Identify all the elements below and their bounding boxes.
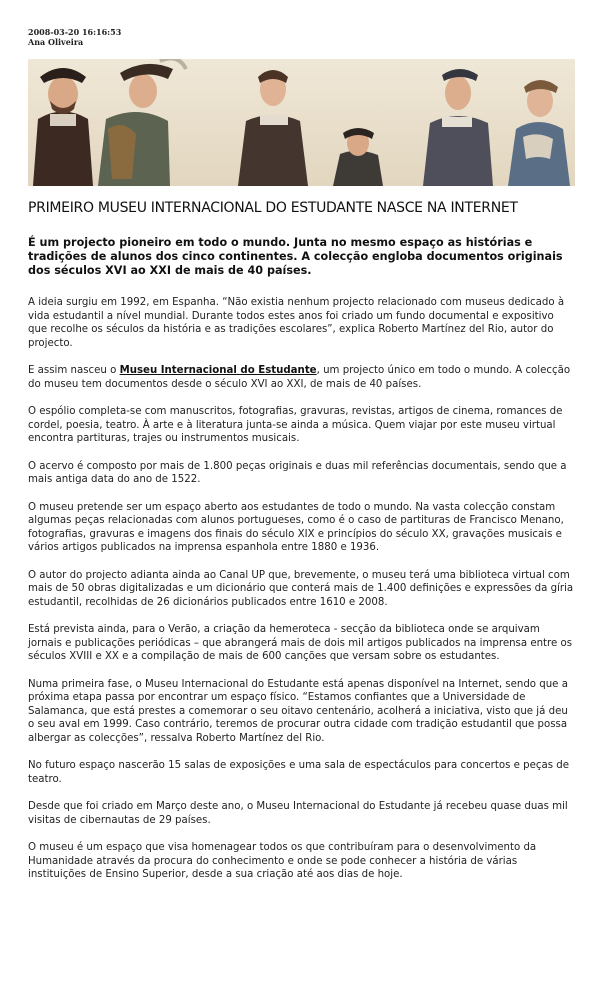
article-paragraph: Está prevista ainda, para o Verão, a criação da hemeroteca - secção da biblioteca onde se arquivam jornais e publicações periódicas – que abrangerá mais de dois mil artigos publicados na imprensa entre os séculos XVIII e XX e a compilação de mais de 600 canções que versam sobre os estudantes. xyxy=(28,624,573,662)
article-paragraph: O espólio completa-se com manuscritos, fotografias, gravuras, revistas, artigos de cinema, romances de cordel, poesia, teatro. À arte e à literatura junta-se ainda a música. Quem viajar por este museu virtual encontra partituras, trajes ou instrumentos musicais. xyxy=(28,406,563,444)
article-paragraph: No futuro espaço nascerão 15 salas de exposições e uma sala de espectáculos para concertos e peças de teatro. xyxy=(28,760,569,785)
article-paragraph: Numa primeira fase, o Museu Internacional do Estudante está apenas disponível na Internet, sendo que a próxima etapa passa por encontrar um espaço físico. “Estamos confiantes que a Universidade de Salamanca, que está prestes a comemorar o seu oitavo centenário, acolherá a iniciativa, visto que já deu o seu aval em 1999. Caso contrário, teremos de procurar outra cidade com tradição estudantil que possa albergar as colecções”, ressalva Roberto Martínez del Rio. xyxy=(28,678,568,744)
paragraph-text: E assim nasceu o xyxy=(28,365,120,376)
article-paragraph: Desde que foi criado em Março deste ano, o Museu Internacional do Estudante já recebeu quase duas mil visitas de cibernautas de 29 países. xyxy=(28,801,568,826)
article-paragraph: A ideia surgiu em 1992, em Espanha. “Não existia nenhum projecto relacionado com museus dedicado à vida estudantil a nível mundial. Durante todos estes anos foi criado um fundo documental e expositivo que recolhe os séculos da história e as tradições escolares”, explica Roberto Martínez del Rio, autor do projecto. xyxy=(28,297,565,349)
article-paragraph: O museu pretende ser um espaço aberto aos estudantes de todo o mundo. Na vasta colecção constam algumas peças relacionadas com alunos portugueses, como é o caso de partituras de Francisco Menano, fotografias, gravuras e imagens dos finais do século XIX e princípios do século XX, gravações musicais e vários artigos publicados na imprensa espanhola entre 1880 e 1936. xyxy=(28,501,564,553)
museum-link[interactable]: Museu Internacional do Estudante xyxy=(119,365,317,376)
article-paragraph: O museu é um espaço que visa homenagear todos os que contribuíram para o desenvolvimento da Humanidade através da procura do conhecimento e onde se pode conhecer a história de várias instituições de Ensino Superior, desde a sua criação até aos dias de hoje. xyxy=(28,842,537,880)
article-title: PRIMEIRO MUSEU INTERNACIONAL DO ESTUDANTE NASCE NA INTERNET xyxy=(28,200,518,216)
article-paragraph: O acervo é composto por mais de 1.800 peças originais e duas mil referências documentais, sendo que a mais antiga data do ano de 1522. xyxy=(28,460,567,485)
article-body xyxy=(28,296,576,896)
article-lead: É um projecto pioneiro em todo o mundo. Junta no mesmo espaço as histórias e tradições de alunos dos cinco continentes. A colecção engloba documentos originais dos séculos XVI ao XXI de mais de 40 países. xyxy=(28,236,563,277)
article-datetime: 2008-03-20 16:16:53 xyxy=(28,27,122,37)
article-paragraph: O autor do projecto adianta ainda ao Canal UP que, brevemente, o museu terá uma biblioteca virtual com mais de 50 obras digitalizadas e um dicionário que conterá mais de 1.400 definições e expressões da gíria estudantil, recolhidas de 26 dicionários publicados entre 1610 e 2008. xyxy=(28,569,574,608)
article-paragraph xyxy=(28,364,576,391)
article-author: Ana Oliveira xyxy=(28,37,84,47)
article-meta xyxy=(28,27,121,47)
illustrated-students-banner-icon xyxy=(28,59,575,186)
paragraph-text: , um projecto único em todo o mundo. A colecção do museu tem documentos desde o século XVI ao XXI, de mais de 40 países. xyxy=(28,365,571,390)
